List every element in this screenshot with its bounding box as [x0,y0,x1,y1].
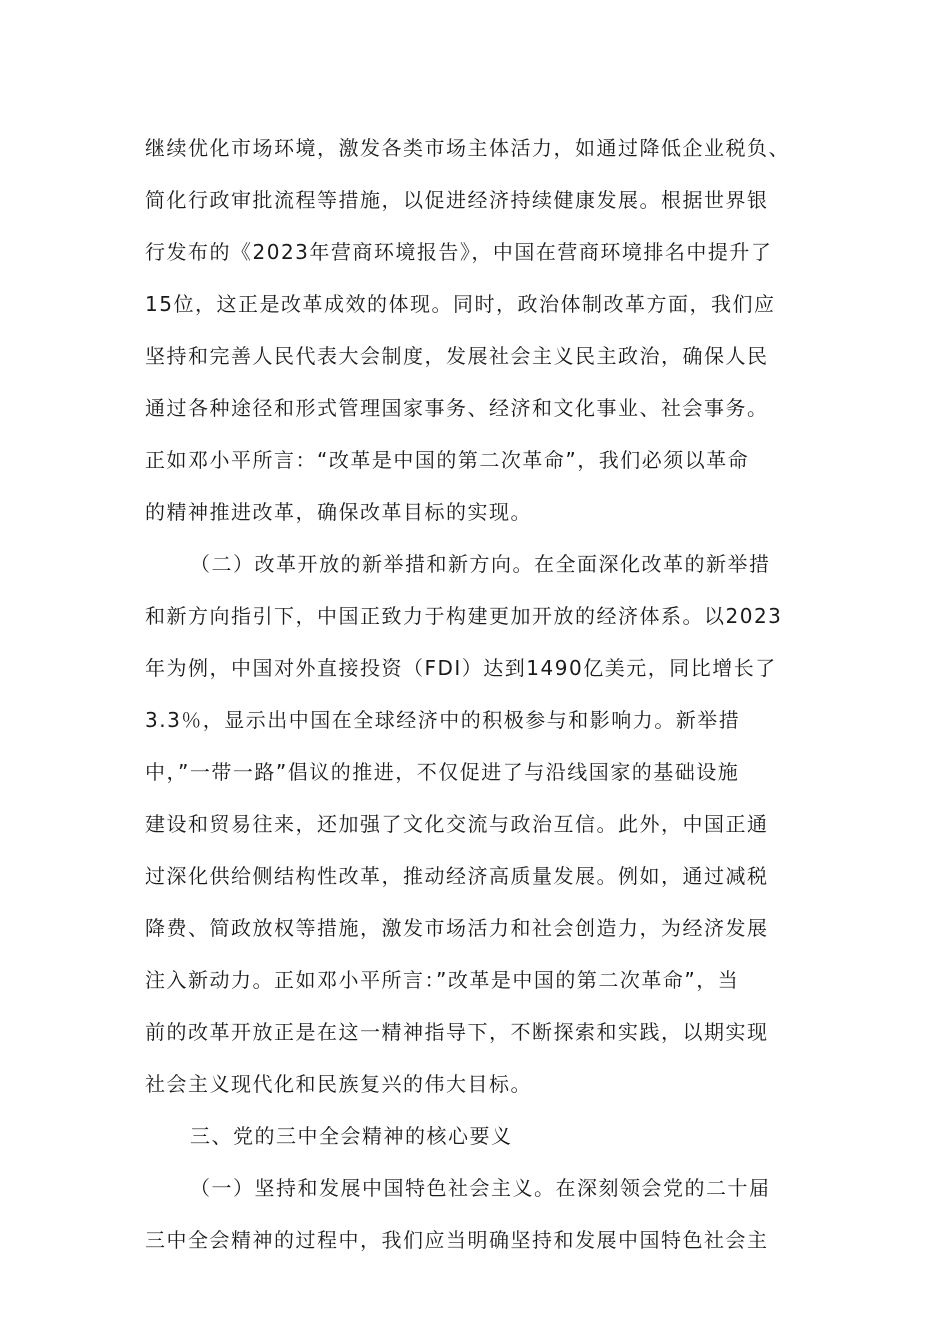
paragraph-line: 的精神推进改革，确保改革目标的实现。 [145,500,532,524]
paragraph-line: 正如邓小平所言：“改革是中国的第二次革命”，我们必须以革命 [145,448,750,472]
paragraph-line: 15位，这正是改革成效的体现。同时，政治体制改革方面，我们应 [145,292,776,316]
section-subheading-2: （二）改革开放的新举措和新方向。在全面深化改革的新举措 [190,552,771,576]
paragraph-line: 前的改革开放正是在这一精神指导下，不断探索和实践，以期实现 [145,1020,769,1044]
paragraph-line: 过深化供给侧结构性改革，推动经济高质量发展。例如，通过减税 [145,864,769,888]
paragraph-line: 简化行政审批流程等措施，以促进经济持续健康发展。根据世界银 [145,188,769,212]
paragraph-line: 建设和贸易往来，还加强了文化交流与政治互信。此外，中国正通 [145,812,769,836]
paragraph-line: 中，”一带一路”倡议的推进，不仅促进了与沿线国家的基础设施 [145,760,740,784]
paragraph-line: 降费、简政放权等措施，激发市场活力和社会创造力，为经济发展 [145,916,769,940]
paragraph-line: 通过各种途径和形式管理国家事务、经济和文化事业、社会事务。 [145,396,769,420]
paragraph-line: 三中全会精神的过程中，我们应当明确坚持和发展中国特色社会主 [145,1228,769,1252]
section-subheading-1: （一）坚持和发展中国特色社会主义。在深刻领会党的二十届 [190,1176,771,1200]
section-heading-3: 三、党的三中全会精神的核心要义 [190,1124,513,1148]
paragraph-line: 行发布的《2023年营商环境报告》，中国在营商环境排名中提升了 [145,240,773,264]
paragraph-line: 和新方向指引下，中国正致力于构建更加开放的经济体系。以2023 [145,604,783,628]
paragraph-line: 年为例，中国对外直接投资（FDI）达到1490亿美元，同比增长了 [145,656,777,680]
paragraph-line: 坚持和完善人民代表大会制度，发展社会主义民主政治，确保人民 [145,344,769,368]
paragraph-line: 继续优化市场环境，激发各类市场主体活力，如通过降低企业税负、 [145,136,790,160]
paragraph-line: 3.3％，显示出中国在全球经济中的积极参与和影响力。新举措 [145,708,741,732]
paragraph-line: 社会主义现代化和民族复兴的伟大目标。 [145,1072,532,1096]
paragraph-line: 注入新动力。正如邓小平所言：”改革是中国的第二次革命”，当 [145,968,740,992]
